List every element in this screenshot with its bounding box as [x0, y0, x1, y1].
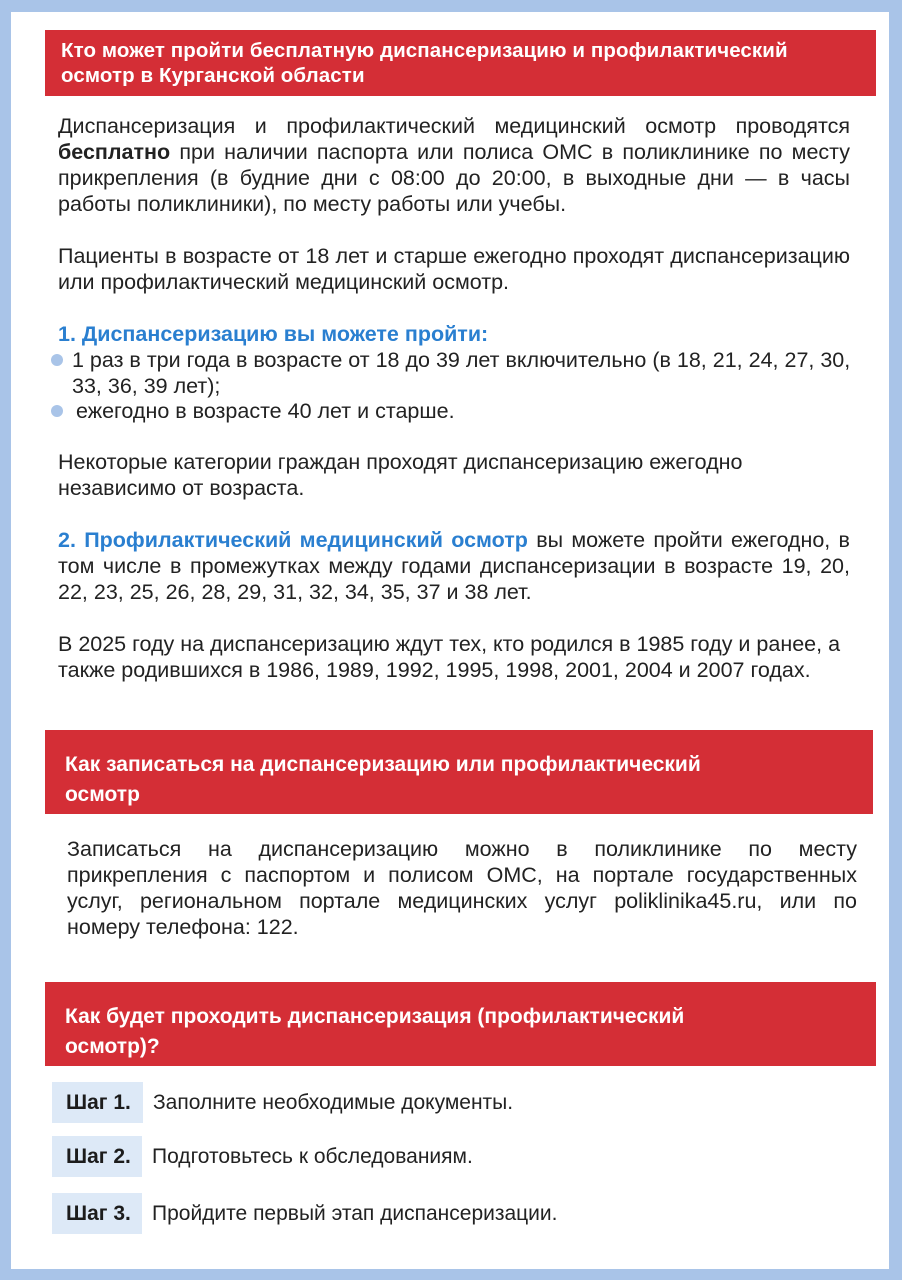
banner-how-it-goes	[45, 982, 876, 1066]
banner-how-it-goes-line1: Как будет проходить диспансеризация (профилактический	[65, 1005, 685, 1028]
banner-how-to-sign-up	[45, 730, 873, 814]
bullet-item	[51, 398, 851, 424]
section2-title: 2. Профилактический медицинский осмотр	[58, 528, 528, 552]
bullet-dot-icon	[51, 405, 63, 417]
section2-paragraph	[58, 527, 850, 605]
bullet-text: ежегодно в возрасте 40 лет и старше.	[76, 399, 455, 423]
banner-who-can	[45, 30, 876, 96]
banner-who-can-line1: Кто может пройти бесплатную диспансеризацию и профилактический	[61, 39, 788, 62]
step-text: Заполните необходимые документы.	[153, 1090, 514, 1114]
banner-how-it-goes-line2: осмотр)?	[65, 1035, 160, 1058]
step-label: Шаг 1.	[52, 1082, 143, 1123]
section1-title: 1. Диспансеризацию вы можете пройти:	[58, 322, 489, 346]
sign-up-paragraph: Записаться на диспансеризацию можно в поликлинике по месту прикрепления с паспортом и полисом ОМС, на портале государственных услуг, региональном портале медицинских услуг poliklinika45.ru, или по номеру телефона: 122.	[67, 837, 857, 939]
step-label: Шаг 3.	[52, 1193, 142, 1234]
year-2025-paragraph: В 2025 году на диспансеризацию ждут тех, кто родился в 1985 году и ранее, а также родившихся в 1986, 1989, 1992, 1995, 1998, 2001, 2004 и 2007 годах.	[58, 632, 841, 682]
some-categories-note: Некоторые категории граждан проходят диспансеризацию ежегодно независимо от возраста.	[58, 450, 743, 500]
intro-text-start: Диспансеризация и профилактический медицинский осмотр проводятся	[58, 114, 850, 138]
bullet-dot-icon	[51, 354, 63, 366]
banner-sign-up-line2: осмотр	[65, 783, 140, 806]
step-row	[52, 1136, 473, 1177]
banner-sign-up-line1: Как записаться на диспансеризацию или профилактический	[65, 753, 701, 776]
intro-text-end: при наличии паспорта или полиса ОМС в поликлинике по месту прикрепления (в будние дни с 08:00 до 20:00, в выходные дни — в часы работы поликлиники), по месту работы или учебы.	[58, 140, 850, 216]
banner-who-can-line2: осмотр в Курганской области	[61, 64, 365, 87]
intro-paragraph	[58, 113, 850, 217]
step-row	[52, 1193, 557, 1234]
step-text: Подготовьтесь к обследованиям.	[152, 1144, 473, 1168]
bullet-item	[51, 347, 851, 399]
step-label: Шаг 2.	[52, 1136, 142, 1177]
step-row	[52, 1082, 513, 1123]
section2-text: вы можете пройти ежегодно, в том числе в промежутках между годами диспансеризации в возрасте 19, 20, 22, 23, 25, 26, 28, 29, 31, 32, 34, 35, 37 и 38 лет.	[58, 528, 850, 604]
bullet-text: 1 раз в три года в возрасте от 18 до 39 лет включительно (в 18, 21, 24, 27, 30, 33, 36, 39 лет);	[72, 348, 851, 398]
step-text: Пройдите первый этап диспансеризации.	[152, 1201, 558, 1225]
intro-free-word: бесплатно	[58, 140, 171, 164]
leaflet-page	[11, 12, 889, 1269]
intro-age-paragraph: Пациенты в возрасте от 18 лет и старше ежегодно проходят диспансеризацию или профилактический медицинский осмотр.	[58, 244, 850, 294]
